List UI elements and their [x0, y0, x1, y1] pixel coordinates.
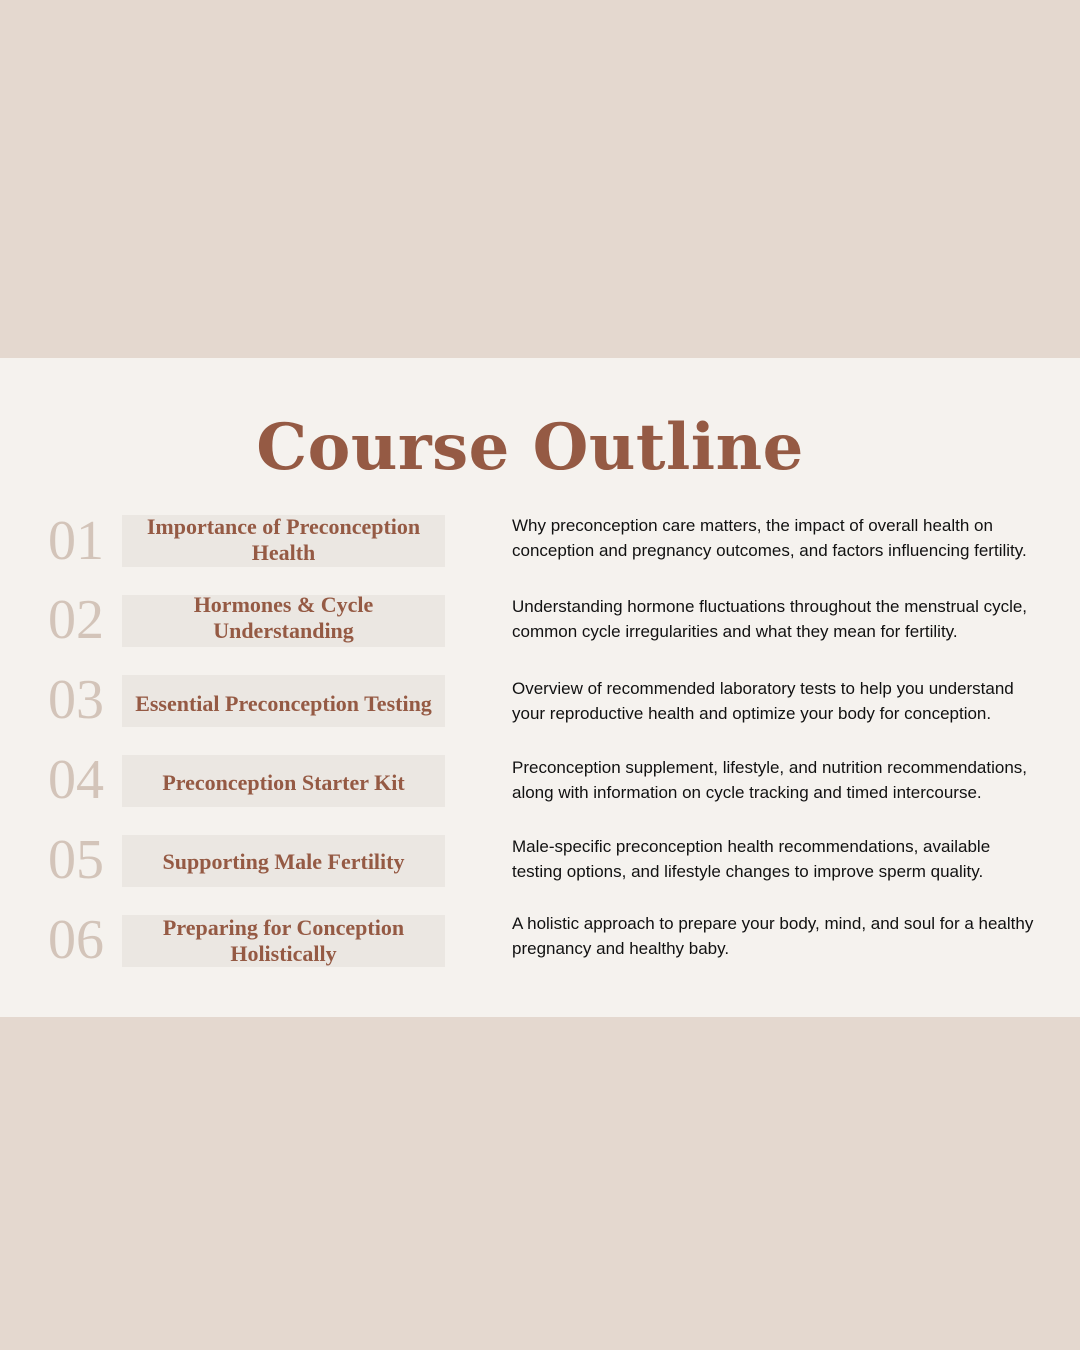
module-title: Essential Preconception Testing [135, 691, 432, 716]
module-number: 03 [48, 669, 104, 731]
module-number: 05 [48, 829, 104, 891]
module-description: A holistic approach to prepare your body, mind, and soul for a healthy pregnancy and healthy baby. [512, 914, 1034, 958]
module-title: Supporting Male Fertility [162, 849, 405, 874]
module-title: Preparing for Conception Holistically [162, 915, 405, 966]
module-number: 02 [48, 589, 104, 651]
module-title: Preconception Starter Kit [162, 770, 405, 795]
module-title: Hormones & Cycle Understanding [193, 592, 374, 643]
module-number: 04 [48, 749, 104, 811]
module-description: Overview of recommended laboratory tests to help you understand your reproductive health and optimize your body for conception. [512, 679, 1014, 723]
module-title: Importance of Preconception Health [146, 514, 421, 565]
module-number: 06 [48, 909, 104, 971]
module-description: Understanding hormone fluctuations throughout the menstrual cycle, common cycle irregularities and what they mean for fertility. [512, 597, 1028, 641]
module-number: 01 [48, 510, 104, 572]
module-description: Why preconception care matters, the impact of overall health on conception and pregnancy outcomes, and factors influencing fertility. [512, 516, 1027, 560]
module-description: Male-specific preconception health recommendations, available testing options, and lifestyle changes to improve sperm quality. [512, 837, 991, 881]
module-description: Preconception supplement, lifestyle, and nutrition recommendations, along with information on cycle tracking and timed intercourse. [512, 758, 1028, 802]
page-title: Course Outline [256, 410, 804, 485]
